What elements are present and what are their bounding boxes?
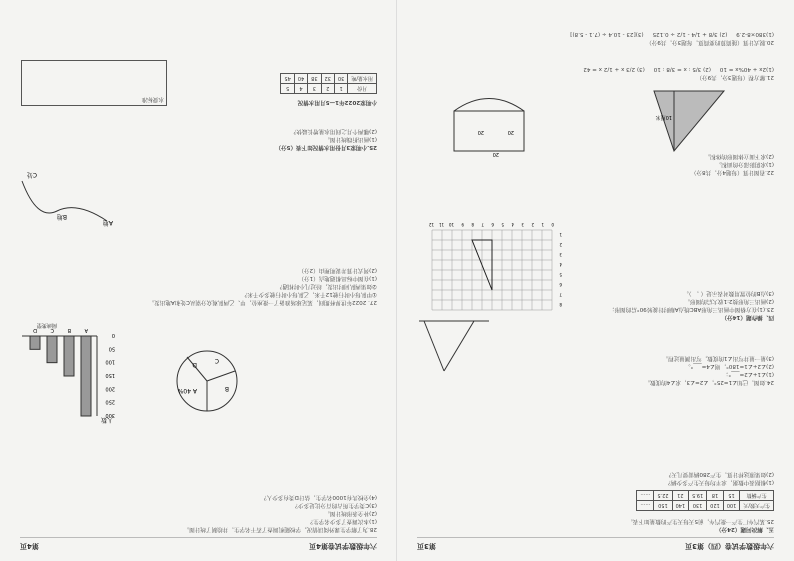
grid-x-label: 0 — [551, 222, 554, 227]
grid-x-label: 1 — [541, 222, 544, 227]
q22-line-1: (1)求阴影部分的面积。 — [715, 161, 774, 167]
q25-right-line-2: (1)根据表中数据，求平均每天生产多少辆？ — [665, 479, 774, 485]
q25-right-line-3: (2)如果照这样计算，生产280辆需要几天？ — [665, 471, 774, 477]
grid-x-label: 6 — [491, 222, 494, 227]
q22-dim-3: 20 — [477, 129, 484, 135]
cell-month-5: 5 — [281, 84, 294, 94]
cell-r2-6: …… — [637, 491, 654, 501]
q28-line-5: (4)全校共有1000名学生，估计D类有多少人？ — [261, 494, 377, 500]
left-header — [20, 537, 377, 551]
left-header-title: 六年级数学试卷第4页 — [309, 542, 377, 550]
q27-line-2: ①甲队每小时行驶12千米，乙队每小时行驶多少千米？ — [241, 291, 377, 297]
q20-item-2: (2) 3/8 + 1/4 - 1/2 ÷ 0.125 — [652, 31, 728, 37]
q28-block — [184, 493, 378, 533]
grid-x-label: 7 — [481, 222, 484, 227]
q27-label-b: B地 — [56, 213, 67, 220]
q23-line-3: (3)点B的位置用数对表示是（ ， ）。 — [683, 290, 774, 296]
q21-item-1: (1)2x + 40%x = 10 — [719, 66, 774, 72]
bar-axis-label: 阅读类型 — [36, 322, 57, 328]
cell-month-4: 4 — [294, 84, 307, 94]
cell-r1-2: 120 — [707, 501, 724, 511]
q23-title: 四、操作题（14分） — [721, 314, 774, 320]
q25-left-block — [275, 127, 377, 151]
q27-label-c: C处 — [26, 171, 37, 178]
q25-left-row-water — [281, 74, 377, 84]
q25-right-table — [636, 490, 774, 511]
cell-r1-4: 140 — [672, 501, 689, 511]
cell-water-1: 30 — [334, 74, 347, 84]
q28-line-1: 28.为了解学生课外阅读情况，学校随机调查了若干名学生，并绘制了统计图。 — [183, 526, 377, 532]
cell-water-2: 32 — [321, 74, 334, 84]
bar-category-label: A — [84, 327, 88, 333]
bar-tick-label: 200 — [105, 385, 115, 392]
cell-r1-label: 生产天数/天 — [740, 501, 774, 511]
bar-tick-label: 0 — [111, 332, 115, 338]
q25-right-title: 五、解决问题（24分） — [715, 526, 774, 532]
q22-line-2: (2)求下面立体图形的体积。 — [704, 153, 774, 159]
pie-label-d: D — [192, 361, 197, 368]
q25-left-table-caption: 小明家2022年1—5月用水情况 — [297, 99, 377, 105]
cell-r1-1: 100 — [723, 501, 740, 511]
grid-y-label: 8 — [559, 302, 562, 307]
left-header-page: 第4页 — [20, 542, 39, 550]
q20-title: 20.脱式计算（能简算的要简算，每题3分，共9分） — [646, 39, 774, 45]
cell-month-3: 3 — [308, 84, 321, 94]
q25-right-followups — [665, 470, 774, 486]
q24-line-3: (2)∠2+∠1=180°，则∠4=___°。 — [684, 363, 774, 369]
cell-r1-3: 130 — [689, 501, 707, 511]
cell-month-label: 月份 — [348, 84, 377, 94]
q27-line-3: ②如果两队同时出发，经过几小时相遇？ — [276, 283, 377, 289]
q24-line-2: (1)∠1+∠2=___°； — [722, 371, 774, 377]
q27-block — [149, 266, 377, 306]
q22-dim-4: 20 — [492, 151, 499, 157]
q22-solid-curve — [454, 99, 524, 112]
q28-line-4: (3)C类学生所占的百分比是多少？ — [292, 502, 377, 508]
q21-item-3: (3) 2/3 x + 1/2 x = 42 — [583, 66, 645, 72]
grid-y-label: 6 — [559, 282, 562, 287]
bar-B — [64, 336, 74, 376]
cell-water-label: 用水量/吨 — [348, 74, 377, 84]
q25-left-line-1: (1)画出折线统计图。 — [324, 136, 377, 142]
grid-y-label: 7 — [559, 292, 562, 297]
bar-tick-label: 100 — [105, 358, 115, 365]
bar-tick-label: 150 — [105, 372, 115, 378]
q20-item-1: (1)380×8-2.9 — [736, 31, 774, 37]
q25-right-row-2 — [637, 491, 774, 501]
bar-category-label: C — [50, 327, 54, 333]
right-header-page: 第3页 — [417, 542, 436, 550]
cell-month-2: 2 — [321, 84, 334, 94]
q27-line-1: 27. 2022年世界杯期间，某足球场准备了一批座位，甲、乙两队观众分别从C处和A地出发。 — [148, 299, 377, 305]
q24-angle-figure — [414, 316, 494, 376]
right-page-rotated — [397, 0, 794, 561]
q25-right-line-1: 25.某汽车厂生产一批汽车，前5天每天生产的数量如下表。 — [627, 518, 774, 524]
q22-dim-1: 10厘米 — [655, 114, 672, 120]
q22-triangle — [654, 91, 724, 151]
pie-divider-3 — [187, 357, 207, 381]
cell-r1-5: 150 — [654, 501, 672, 511]
q24-ray-1 — [444, 321, 474, 371]
q25-right-block — [627, 517, 774, 533]
pie-label-c: C — [214, 357, 219, 364]
q27-line-4: (1)在图中标出相遇地点（1分） — [298, 275, 377, 281]
q27-line-5: (2)列式计算并说明理由（2分） — [298, 267, 377, 273]
grid-x-label: 5 — [501, 222, 504, 227]
q24-line-1: 24.如图，已知∠1=25°，∠2=∠3，求∠4的度数。 — [644, 379, 774, 385]
q23-block — [609, 289, 774, 321]
q28-line-2: (1)本次调查了多少名学生？ — [307, 518, 377, 524]
grid-y-label: 5 — [559, 272, 562, 277]
bar-A — [81, 336, 91, 416]
grid-x-label: 12 — [428, 222, 434, 227]
grid-x-label: 8 — [471, 222, 474, 227]
grid-x-label: 4 — [511, 222, 514, 227]
grid-y-label: 2 — [559, 242, 562, 247]
grid-x-label: 11 — [438, 222, 444, 227]
bar-tick-label: 300 — [105, 412, 115, 418]
right-header-title: 六年级数学试卷（四）第3页 — [685, 542, 774, 550]
bar-tick-label: 250 — [105, 398, 115, 405]
q20-block — [570, 30, 774, 46]
q25-note-box — [21, 60, 167, 106]
bar-category-label: D — [33, 327, 37, 333]
bar-tick-label: 50 — [108, 345, 115, 352]
cell-r1-6: …… — [637, 501, 654, 511]
q25-left-title: 25.小明家3月份用水情况如下表（5分） — [275, 144, 377, 150]
cell-r2-1: 15 — [723, 491, 740, 501]
bar-axis-title: 人数 — [100, 416, 113, 423]
grid-x-label: 9 — [461, 222, 464, 227]
q22-dim-2: 20 — [507, 129, 514, 135]
bar-category-label: B — [67, 327, 71, 333]
q28-bar-chart — [17, 321, 117, 426]
right-page — [397, 0, 794, 561]
cell-water-4: 40 — [294, 74, 307, 84]
q25-right-row-1 — [637, 501, 774, 511]
cell-month-1: 1 — [334, 84, 347, 94]
q24-line-4: (3)量一量并写出∠1的度数，写出测量过程。 — [662, 355, 774, 361]
q21-block — [583, 65, 774, 81]
q21-title: 21.解方程（每题3分，共9分） — [696, 74, 774, 80]
pie-divider-2 — [207, 371, 235, 381]
q22-title: 22.看图计算（每题4分，共8分） — [690, 169, 774, 175]
q22-solid-figure — [434, 86, 544, 161]
grid-y-label: 1 — [559, 232, 562, 237]
q28-pie-chart — [167, 341, 247, 421]
q27-label-a: A地 — [102, 219, 113, 226]
q23-line-1: 23.(1)在方格图中画出三角形ABC绕点A顺时针旋转90°后的图形； — [608, 306, 774, 312]
bar-D — [30, 336, 40, 349]
cell-r2-4: 21 — [672, 491, 689, 501]
q25-left-table — [280, 73, 377, 94]
cell-r2-3: 19.5 — [689, 491, 707, 501]
q25-left-row-month — [281, 84, 377, 94]
right-header — [417, 537, 774, 551]
q28-line-3: (2)补全条形统计图。 — [324, 510, 377, 516]
grid-x-label: 3 — [521, 222, 524, 227]
cell-r2-label: 生产辆数 — [740, 491, 774, 501]
grid-y-label: 4 — [559, 262, 562, 267]
q25-note-text: 水费标准 — [141, 96, 164, 102]
q25-left-line-2: (2)哪两个月之间用水量增长最快？ — [290, 128, 377, 134]
q24-block — [644, 354, 774, 386]
q20-item-3: (3)[23 - 10.4 ÷ (7.1 - 5.8)] — [570, 31, 644, 37]
q22-shaded-triangle — [644, 86, 734, 161]
q23-grid — [414, 216, 564, 316]
pie-label-b: B — [224, 385, 229, 392]
grid-x-label: 10 — [448, 222, 454, 227]
pie-label-a: A 40% — [177, 387, 197, 394]
q24-ray-2 — [424, 321, 444, 371]
cell-water-3: 38 — [308, 74, 321, 84]
q27-map — [17, 171, 117, 231]
cell-water-5: 45 — [281, 74, 294, 84]
q23-line-2: (2)画出三角形按2:1放大后的图形。 — [684, 298, 774, 304]
cell-r2-2: 18 — [707, 491, 724, 501]
q21-item-2: (2) 3/5 : x = 3/8 : 10 — [653, 66, 711, 72]
bar-C — [47, 336, 57, 363]
grid-x-label: 2 — [531, 222, 534, 227]
grid-y-label: 3 — [559, 252, 562, 257]
cell-r2-5: 22.5 — [654, 491, 672, 501]
